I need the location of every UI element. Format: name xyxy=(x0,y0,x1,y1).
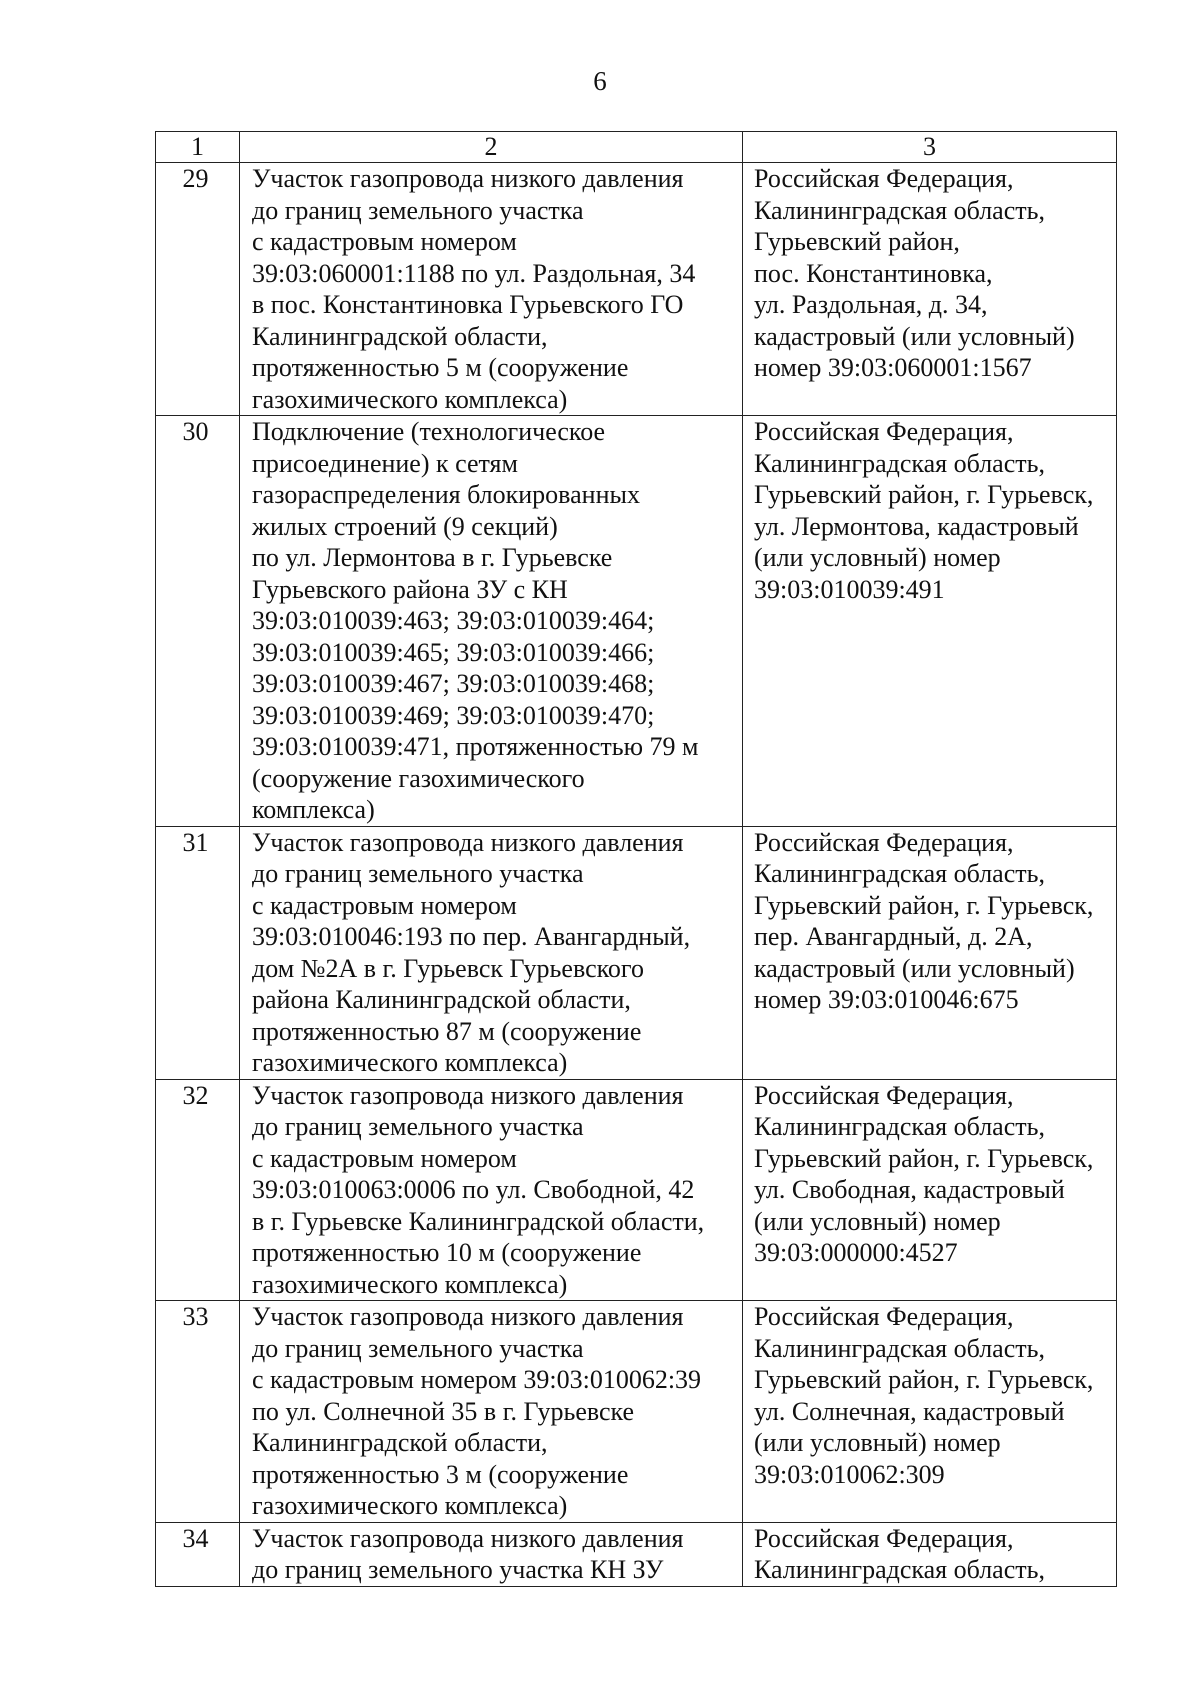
column-header-description: 2 xyxy=(240,132,743,163)
object-address-cell xyxy=(743,826,1117,1079)
description-line: газохимического комплекса) xyxy=(252,1491,568,1520)
description-line: с кадастровым номером 39:03:010062:39 xyxy=(252,1365,702,1394)
object-description-cell xyxy=(240,826,743,1079)
column-header-address: 3 xyxy=(743,132,1117,163)
table-row xyxy=(156,1301,1117,1523)
description-line: 39:03:010039:469; 39:03:010039:470; xyxy=(252,700,655,730)
description-line: до границ земельного участка xyxy=(252,195,584,225)
address-line: (или условный) номер xyxy=(754,1428,1001,1457)
object-description-cell xyxy=(240,1301,743,1523)
address-line: ул. Солнечная, кадастровый xyxy=(754,1396,1065,1426)
object-description-cell xyxy=(240,1079,743,1301)
description-line: Калининградской области, xyxy=(252,321,548,351)
address-line: Российская Федерация, xyxy=(754,1080,1014,1110)
description-line: Участок газопровода низкого давления xyxy=(252,1302,684,1331)
description-line: протяженностью 87 м (сооружение xyxy=(252,1016,642,1046)
description-line: Подключение (технологическое xyxy=(252,417,606,446)
address-line: кадастровый (или условный) xyxy=(754,953,1075,983)
description-line: 39:03:010039:463; 39:03:010039:464; xyxy=(252,606,655,635)
address-line: номер 39:03:060001:1567 xyxy=(754,353,1032,382)
description-line: района Калининградской области, xyxy=(252,985,631,1014)
address-line: Российская Федерация, xyxy=(754,164,1014,193)
column-header-number: 1 xyxy=(156,132,240,163)
address-line: Российская Федерация, xyxy=(754,827,1014,857)
address-line: кадастровый (или условный) xyxy=(754,321,1075,351)
description-line: газохимического комплекса) xyxy=(252,1269,568,1299)
address-line: Гурьевский район, г. Гурьевск, xyxy=(754,480,1094,509)
address-line: Калининградская область, xyxy=(754,448,1045,478)
row-number: 31 xyxy=(156,826,240,1079)
description-line: в г. Гурьевске Калининградской области, xyxy=(252,1206,705,1236)
description-line: до границ земельного участка xyxy=(252,1333,584,1363)
address-line: (или условный) номер xyxy=(754,1206,1001,1236)
object-list-table xyxy=(155,131,1117,1587)
address-line: Гурьевский район, г. Гурьевск, xyxy=(754,1143,1094,1173)
description-line: 39:03:010039:467; 39:03:010039:468; xyxy=(252,669,655,698)
description-line: Участок газопровода низкого давления xyxy=(252,164,684,193)
address-line: 39:03:010062:309 xyxy=(754,1459,945,1489)
address-line: 39:03:000000:4527 xyxy=(754,1238,958,1267)
table-body xyxy=(156,163,1117,1587)
description-line: Калининградской области, xyxy=(252,1428,548,1457)
address-line: Российская Федерация, xyxy=(754,1523,1014,1553)
description-line: 39:03:060001:1188 по ул. Раздольная, 34 xyxy=(252,258,696,288)
description-line: присоединение) к сетям xyxy=(252,448,518,478)
description-line: до границ земельного участка xyxy=(252,859,584,888)
description-line: жилых строений (9 секций) xyxy=(252,511,558,541)
address-line: Калининградская область, xyxy=(754,1555,1045,1584)
address-line: Калининградская область, xyxy=(754,859,1045,888)
address-line: Российская Федерация, xyxy=(754,1302,1014,1331)
address-line: Гурьевский район, г. Гурьевск, xyxy=(754,1365,1094,1394)
description-line: Участок газопровода низкого давления xyxy=(252,1523,684,1553)
address-line: (или условный) номер xyxy=(754,543,1001,572)
description-line: 39:03:010039:471, протяженностью 79 м xyxy=(252,732,699,761)
header-row xyxy=(156,132,1117,163)
description-line: 39:03:010046:193 по пер. Авангардный, xyxy=(252,922,691,951)
row-number: 34 xyxy=(156,1522,240,1586)
description-line: Участок газопровода низкого давления xyxy=(252,1080,684,1110)
table-row xyxy=(156,163,1117,416)
address-line: Калининградская область, xyxy=(754,1112,1045,1141)
description-line: газохимического комплекса) xyxy=(252,1048,568,1077)
address-line: Калининградская область, xyxy=(754,1333,1045,1363)
address-line: Гурьевский район, г. Гурьевск, xyxy=(754,890,1094,920)
description-line: 39:03:010063:0006 по ул. Свободной, 42 xyxy=(252,1175,695,1204)
object-address-cell xyxy=(743,1522,1117,1586)
address-line: Российская Федерация, xyxy=(754,417,1014,446)
page-number: 6 xyxy=(593,66,607,96)
address-line: Калининградская область, xyxy=(754,195,1045,225)
description-line: в пос. Константиновка Гурьевского ГО xyxy=(252,290,684,319)
object-address-cell xyxy=(743,163,1117,416)
object-description-cell xyxy=(240,163,743,416)
address-line: ул. Раздольная, д. 34, xyxy=(754,290,988,319)
table-header xyxy=(156,132,1117,163)
address-line: номер 39:03:010046:675 xyxy=(754,985,1019,1014)
description-line: (сооружение газохимического xyxy=(252,763,585,793)
description-line: с кадастровым номером xyxy=(252,890,517,920)
table-row xyxy=(156,416,1117,827)
description-line: по ул. Лермонтова в г. Гурьевске xyxy=(252,543,613,572)
object-address-cell xyxy=(743,1079,1117,1301)
address-line: Гурьевский район, xyxy=(754,227,960,256)
row-number: 32 xyxy=(156,1079,240,1301)
description-line: Гурьевского района ЗУ с КН xyxy=(252,574,568,604)
description-line: протяженностью 10 м (сооружение xyxy=(252,1238,642,1267)
table-row xyxy=(156,826,1117,1079)
description-line: Участок газопровода низкого давления xyxy=(252,827,684,857)
row-number: 29 xyxy=(156,163,240,416)
description-line: газораспределения блокированных xyxy=(252,480,640,509)
address-line: 39:03:010039:491 xyxy=(754,574,945,604)
object-description-cell xyxy=(240,1522,743,1586)
description-line: протяженностью 5 м (сооружение xyxy=(252,353,629,382)
table-row xyxy=(156,1079,1117,1301)
description-line: с кадастровым номером xyxy=(252,1143,517,1173)
description-line: протяженностью 3 м (сооружение xyxy=(252,1459,629,1489)
description-line: до границ земельного участка КН ЗУ xyxy=(252,1555,664,1584)
description-line: 39:03:010039:465; 39:03:010039:466; xyxy=(252,637,655,667)
description-line: с кадастровым номером xyxy=(252,227,517,256)
row-number: 30 xyxy=(156,416,240,827)
row-number: 33 xyxy=(156,1301,240,1523)
address-line: пос. Константиновка, xyxy=(754,258,993,288)
object-address-cell xyxy=(743,416,1117,827)
description-line: по ул. Солнечной 35 в г. Гурьевске xyxy=(252,1396,635,1426)
description-line: дом №2А в г. Гурьевск Гурьевского xyxy=(252,953,644,983)
table-row xyxy=(156,1522,1117,1586)
address-line: ул. Лермонтова, кадастровый xyxy=(754,511,1079,541)
description-line: газохимического комплекса) xyxy=(252,384,568,414)
description-line: до границ земельного участка xyxy=(252,1112,584,1141)
object-address-cell xyxy=(743,1301,1117,1523)
object-description-cell xyxy=(240,416,743,827)
description-line: комплекса) xyxy=(252,795,375,824)
address-line: ул. Свободная, кадастровый xyxy=(754,1175,1065,1204)
address-line: пер. Авангардный, д. 2А, xyxy=(754,922,1033,951)
